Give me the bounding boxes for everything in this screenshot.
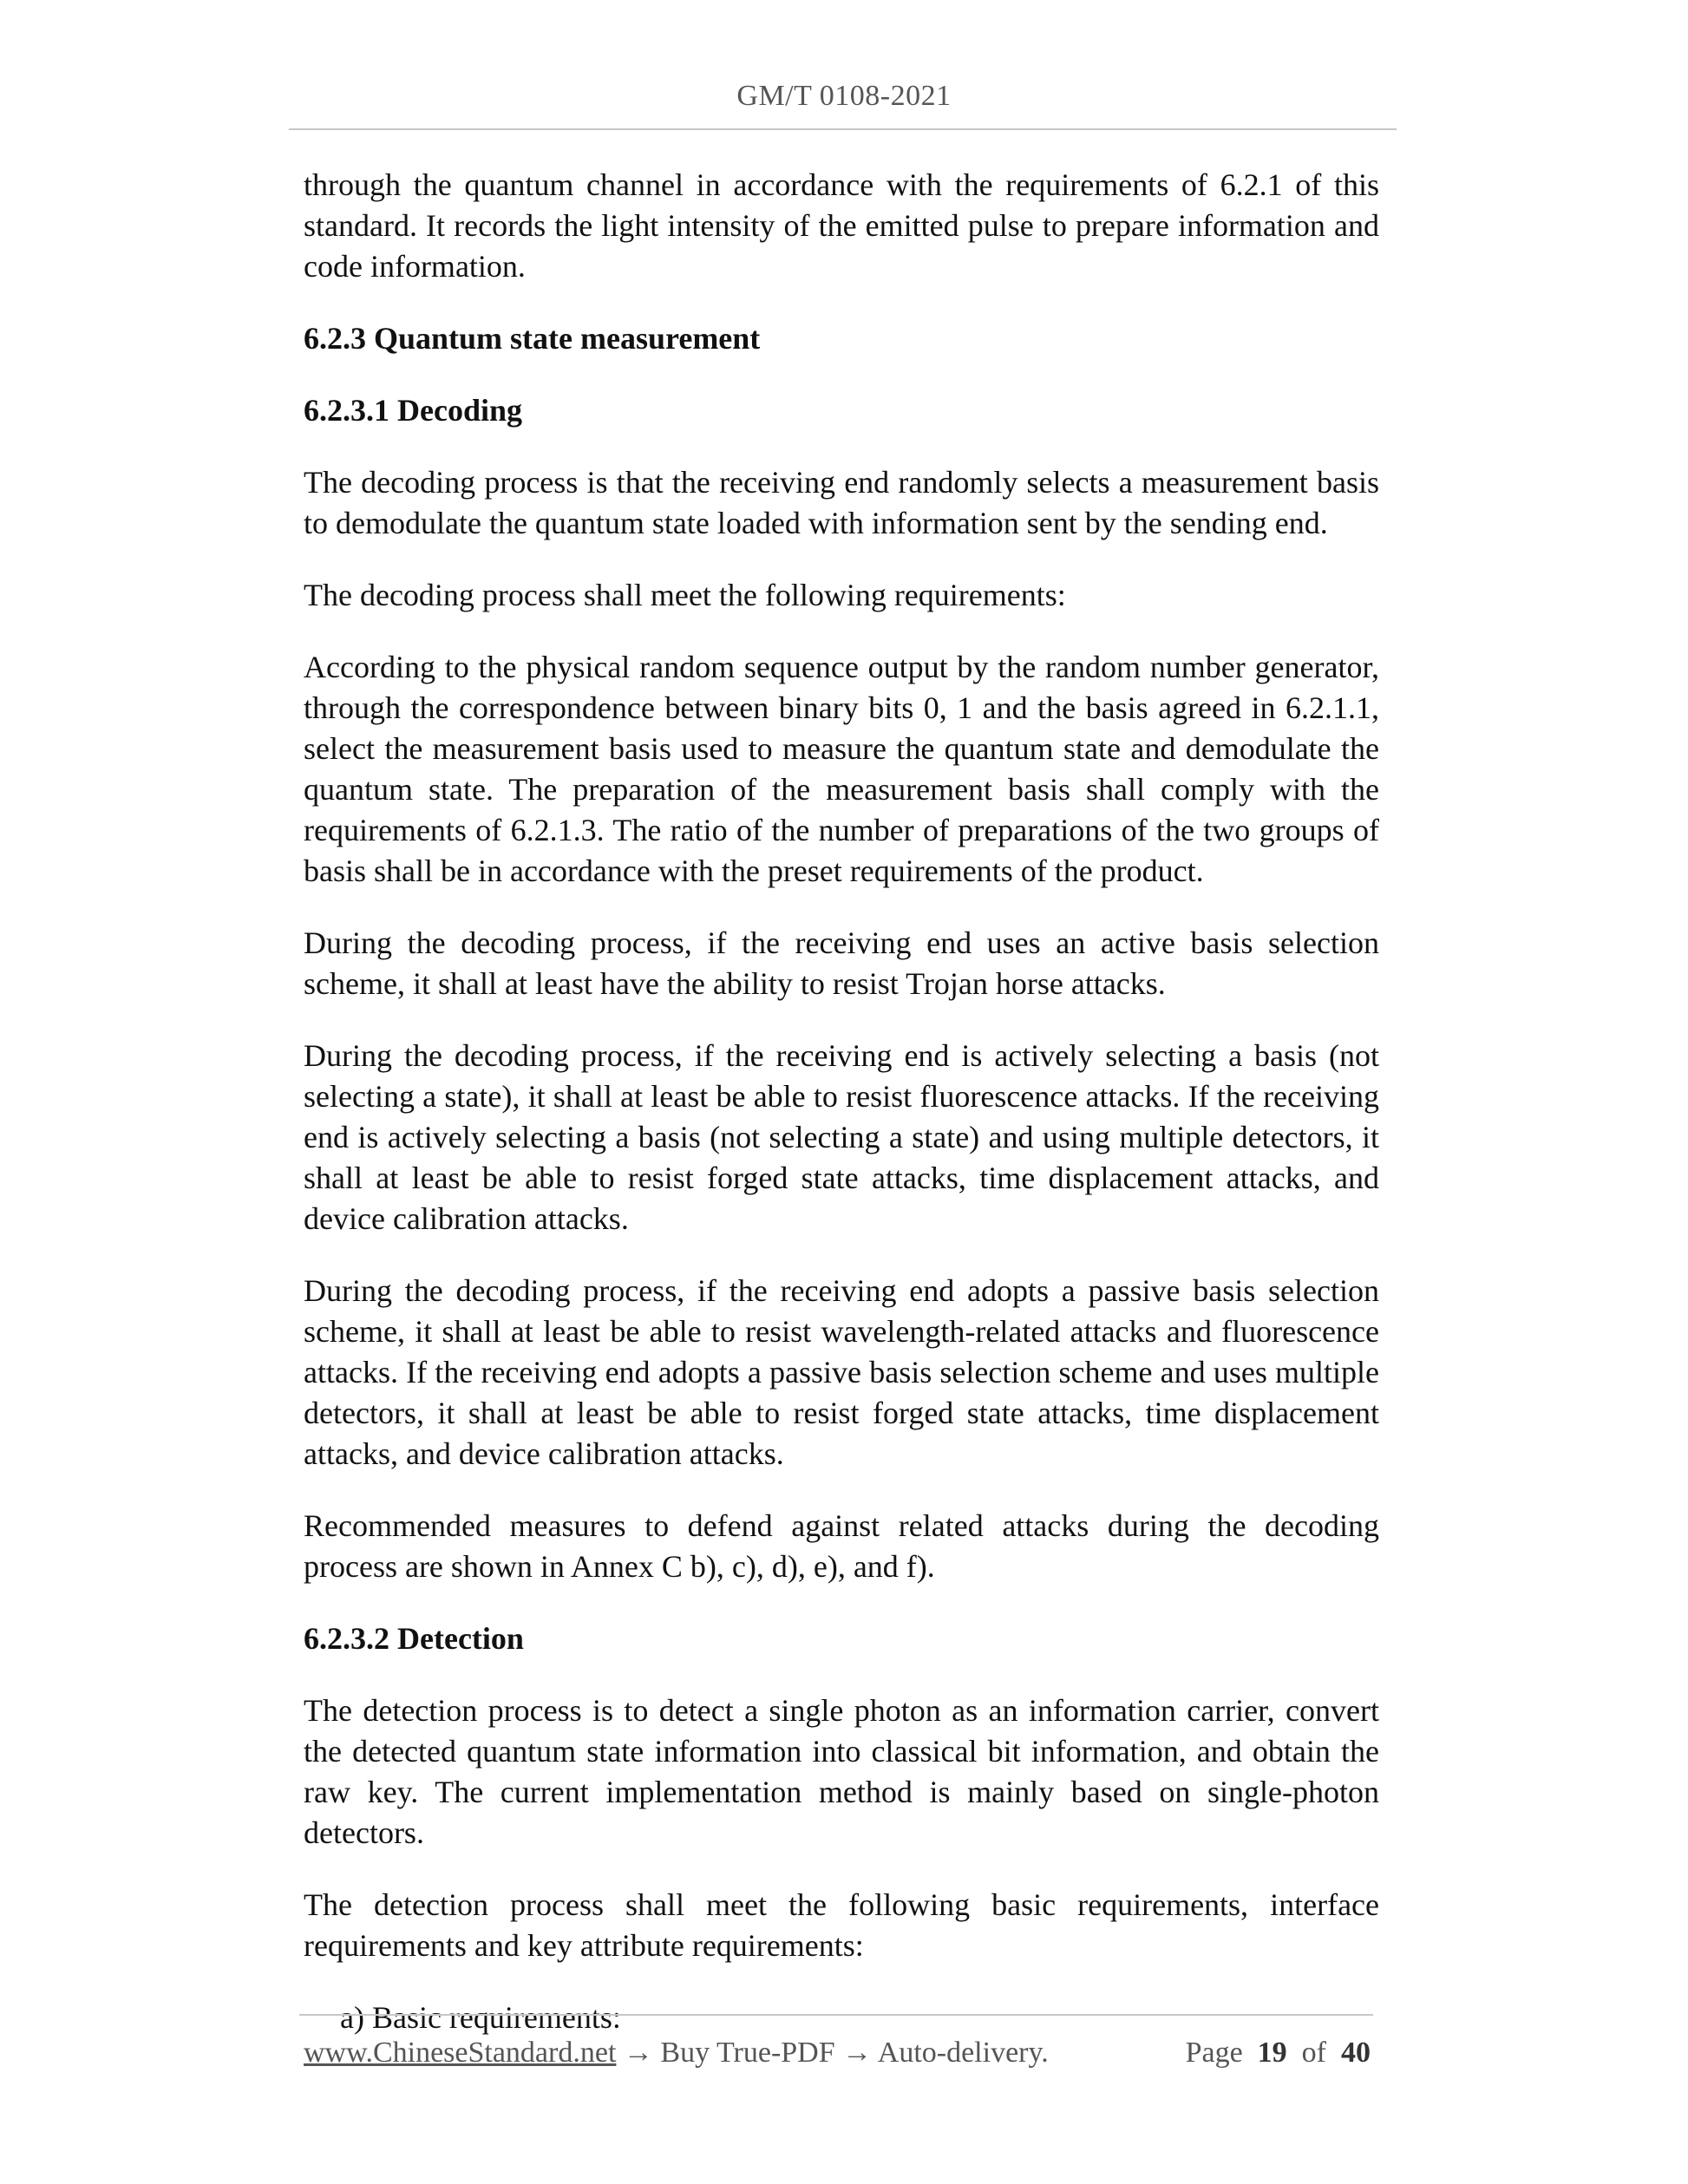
auto-delivery-text: Auto-delivery. (877, 2037, 1049, 2069)
footer-left (304, 2031, 1049, 2075)
heading-6-2-3-2: 6.2.3.2 Detection (304, 1621, 524, 1656)
of-label: of (1301, 2037, 1326, 2069)
paragraph-decoding-definition: The decoding process is that the receiving end randomly selects a measurement basis to demodulate the quantum state loaded with information sent by the sending end. (304, 465, 1379, 540)
page-content (304, 165, 1379, 2038)
paragraph-decoding-requirements: The decoding process shall meet the following requirements: (304, 578, 1066, 612)
page-current: 19 (1257, 2037, 1287, 2069)
header-divider (289, 128, 1397, 130)
paragraph-active-fluorescence: During the decoding process, if the receiving end is actively selecting a basis (not selecting a state), it shall at least be able to resist fluorescence attacks. If the receiving end is actively selecting a basis (not selecting a state) and using multiple detectors, it shall at least be able to resist forged state attacks, time displacement attacks, and device calibration attacks. (304, 1038, 1379, 1236)
arrow-right-icon: → (842, 2037, 873, 2069)
page-total: 40 (1341, 2037, 1371, 2069)
paragraph-detection-requirements: The detection process shall meet the following basic requirements, interface requirements and key attribute requirements: (304, 1887, 1379, 1963)
heading-6-2-3: 6.2.3 Quantum state measurement (304, 321, 761, 356)
paragraph-passive-scheme: During the decoding process, if the receiving end adopts a passive basis selection scheme, it shall at least be able to resist wavelength-related attacks and fluorescence attacks. If the receiving end adopts a passive basis selection scheme and uses multiple detectors, it shall at least be able to resist forged state attacks, time displacement attacks, and device calibration attacks. (304, 1273, 1379, 1471)
paragraph-recommended-measures: Recommended measures to defend against related attacks during the decoding process are shown in Annex C b), c), d), e), and f). (304, 1508, 1379, 1584)
footer-divider (299, 2014, 1373, 2016)
buy-pdf-text: Buy True-PDF (660, 2037, 835, 2069)
list-item-a: a) Basic requirements: (340, 2000, 621, 2035)
page-label: Page (1185, 2037, 1243, 2069)
page-number (1186, 2031, 1371, 2075)
page-footer (304, 2031, 1371, 2075)
paragraph-random-sequence: According to the physical random sequence output by the random number generator, through the correspondence between binary bits 0, 1 and the basis agreed in 6.2.1.1, select the measurement basis used to measure the quantum state and demodulate the quantum state. The preparation of the measurement basis shall comply with the requirements of 6.2.1.3. The ratio of the number of preparations of the two groups of basis shall be in accordance with the preset requirements of the product. (304, 650, 1379, 888)
paragraph-intro: through the quantum channel in accordance with the requirements of 6.2.1 of this standard. It records the light intensity of the emitted pulse to prepare information and code information. (304, 167, 1379, 284)
document-code: GM/T 0108-2021 (736, 80, 952, 112)
paragraph-detection-definition: The detection process is to detect a single photon as an information carrier, convert the detected quantum state information into classical bit information, and obtain the raw key. The current implementation method is mainly based on single-photon detectors. (304, 1693, 1379, 1850)
paragraph-active-trojan: During the decoding process, if the receiving end uses an active basis selection scheme, it shall at least have the ability to resist Trojan horse attacks. (304, 925, 1379, 1001)
heading-6-2-3-1: 6.2.3.1 Decoding (304, 393, 522, 428)
chinesestandard-link[interactable]: www.ChineseStandard.net (304, 2037, 617, 2069)
arrow-right-icon: → (623, 2037, 653, 2069)
